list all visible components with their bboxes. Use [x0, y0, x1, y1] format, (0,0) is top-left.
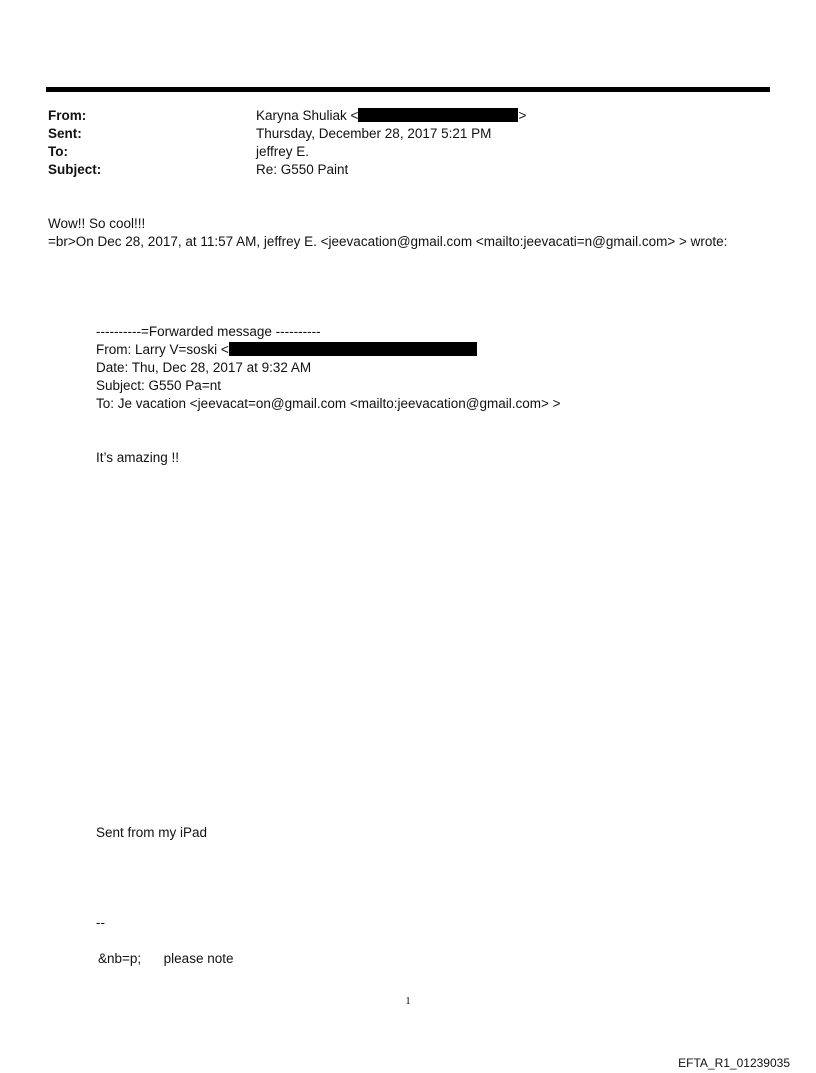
signature-line: Sent from my iPad	[96, 825, 208, 840]
amazing-line: It’s amazing !!	[96, 450, 180, 465]
to-value: jeffrey E.	[256, 144, 310, 159]
note-line: &nb=p; please note	[98, 951, 234, 966]
to-label: To:	[48, 144, 68, 159]
bates-number: EFTA_R1_01239035	[678, 1056, 790, 1070]
subject-label: Subject:	[48, 162, 102, 177]
from-value	[256, 107, 526, 125]
from-label: From:	[48, 108, 87, 123]
fwd-date-line: Date: Thu, Dec 28, 2017 at 9:32 AM	[96, 360, 312, 375]
sent-label: Sent:	[48, 126, 82, 141]
body-line-1: Wow!! So cool!!!	[48, 216, 146, 231]
top-rule	[46, 87, 770, 92]
redaction-block	[358, 108, 518, 122]
from-name: Karyna Shuliak <	[256, 108, 359, 123]
forwarded-header: ----------=Forwarded message ----------	[96, 324, 321, 339]
page-number: 1	[405, 995, 411, 1007]
redaction-block	[229, 342, 477, 356]
fwd-to-line: To: Je vacation <jeevacat=on@gmail.com <mailto:jeevacation@gmail.com> >	[96, 396, 561, 411]
body-line-2: =br>On Dec 28, 2017, at 11:57 AM, jeffrey E. <jeevacation@gmail.com <mailto:jeevacati=n@gmail.com> > wrote:	[48, 234, 728, 249]
fwd-from-line	[96, 341, 477, 359]
dashes-line: --	[96, 915, 105, 930]
fwd-from-text: From: Larry V=soski <	[96, 342, 229, 357]
from-close: >	[518, 108, 527, 123]
subject-value: Re: G550 Paint	[256, 162, 349, 177]
fwd-subject-line: Subject: G550 Pa=nt	[96, 378, 221, 393]
sent-value: Thursday, December 28, 2017 5:21 PM	[256, 126, 492, 141]
